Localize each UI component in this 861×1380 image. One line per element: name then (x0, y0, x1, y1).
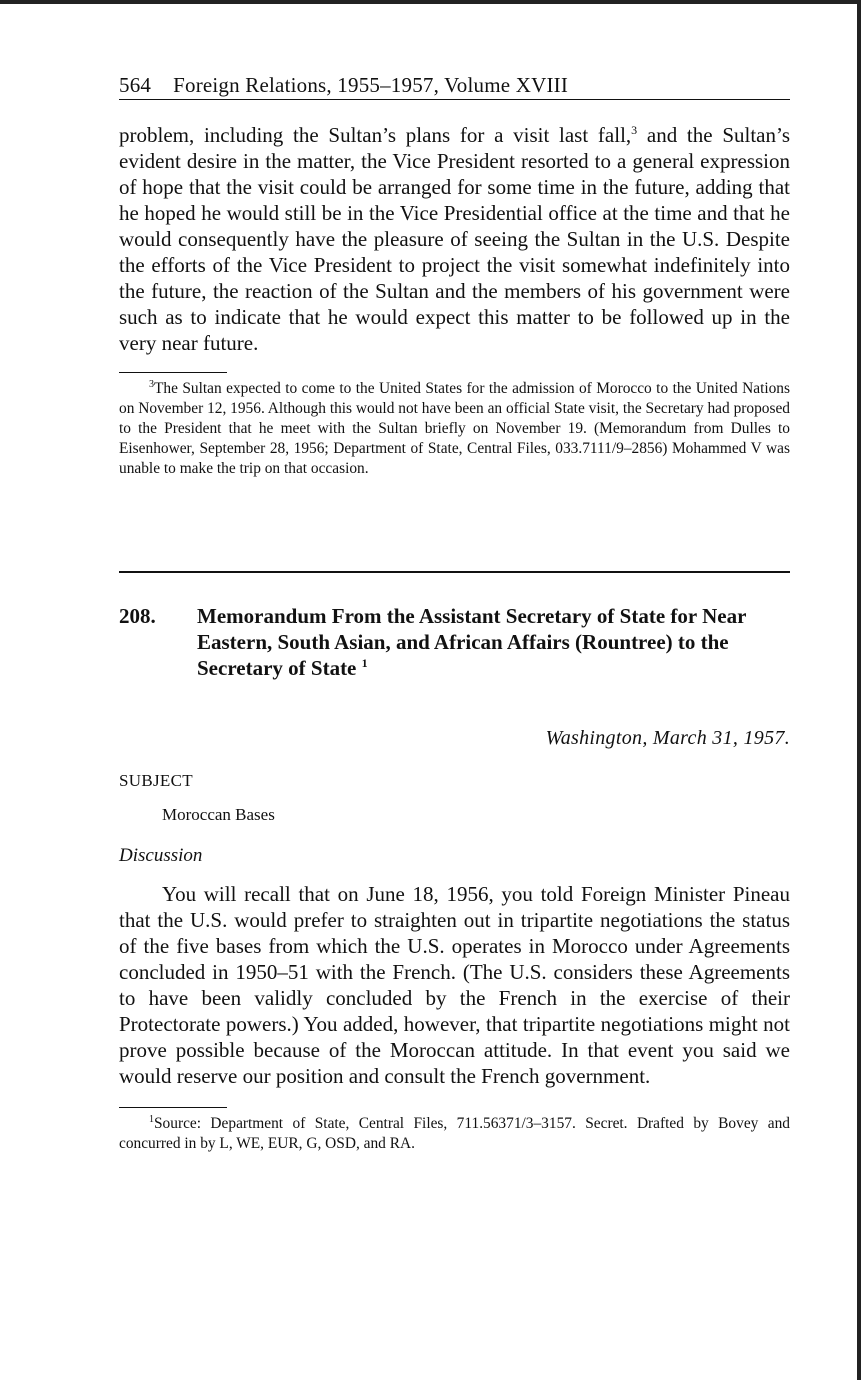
running-head (119, 72, 790, 100)
document-heading (119, 603, 790, 681)
footnote-ref-1[interactable]: 1 (361, 656, 368, 670)
section-heading-discussion: Discussion (119, 845, 203, 866)
document-title-block (197, 603, 790, 681)
footnote-3-marker: 3 (149, 378, 154, 390)
discussion-paragraph: You will recall that on June 18, 1956, you told Foreign Minister Pineau that the U.S. would prefer to straighten out in tripartite negotiations the status of the five bases from which the U.S. operates in Morocco under Agreements concluded in 1950–51 with the French. (The U.S. considers these Agreements to have been validly concluded by the French in the exercise of their Protectorate powers.) You added, however, that tripartite negotiations might not prove possible because of the Moroccan attitude. In that event you said we would reserve our position and consult the French government. (119, 882, 790, 1088)
document-separator (119, 571, 790, 573)
footnote-ref-3[interactable]: 3 (631, 123, 638, 137)
running-title: Foreign Relations, 1955–1957, Volume XVIII (173, 73, 569, 97)
scan-top-edge (0, 0, 861, 4)
footnote-3 (119, 379, 790, 479)
footnote-3-text: The Sultan expected to come to the United States for the admission of Morocco to the United Nations on November 12, 1956. Although this would not have been an official State visit, the Secretary had proposed to the President that he meet with the Sultan briefly on November 19. (Memorandum from Dulles to Eisenhower, September 28, 1956; Department of State, Central Files, 033.7111/9–2856) Mohammed V was unable to make the trip on that occasion. (119, 380, 790, 477)
footnote-1-text: Source: Department of State, Central Files, 711.56371/3–3157. Secret. Drafted by Bovey and concurred in by L, WE, EUR, G, OSD, and RA. (119, 1115, 790, 1152)
subject-label: SUBJECT (119, 771, 193, 790)
footnote-1 (119, 1114, 790, 1154)
subject-value: Moroccan Bases (162, 805, 275, 824)
dateline: Washington, March 31, 1957. (545, 727, 790, 749)
document-title: Memorandum From the Assistant Secretary of State for Near Eastern, South Asian, and African Affairs (Rountree) to the Secretary of State (197, 604, 747, 680)
continuation-paragraph (119, 122, 790, 356)
footnote-1-marker: 1 (149, 1113, 154, 1125)
continuation-text-start: problem, including the Sultan’s plans for a visit last fall, (119, 123, 632, 147)
footnote-rule (119, 372, 227, 373)
continuation-text-end: and the Sultan’s evident desire in the matter, the Vice President resorted to a general expression of hope that the visit could be arranged for some time in the future, adding that he hoped he would still be in the Vice Presidential office at the time and that he would consequently have the pleasure of seeing the Sultan in the U.S. Despite the efforts of the Vice President to project the visit somewhat indefinitely into the future, the reaction of the Sultan and the members of his government were such as to indicate that he would expect this matter to be followed up in the very near future. (119, 123, 790, 355)
footnote-rule-2 (119, 1107, 227, 1108)
document-number: 208. (119, 604, 156, 628)
scan-right-edge (857, 0, 861, 1380)
page-number: 564 (119, 73, 152, 97)
page (119, 72, 790, 1154)
